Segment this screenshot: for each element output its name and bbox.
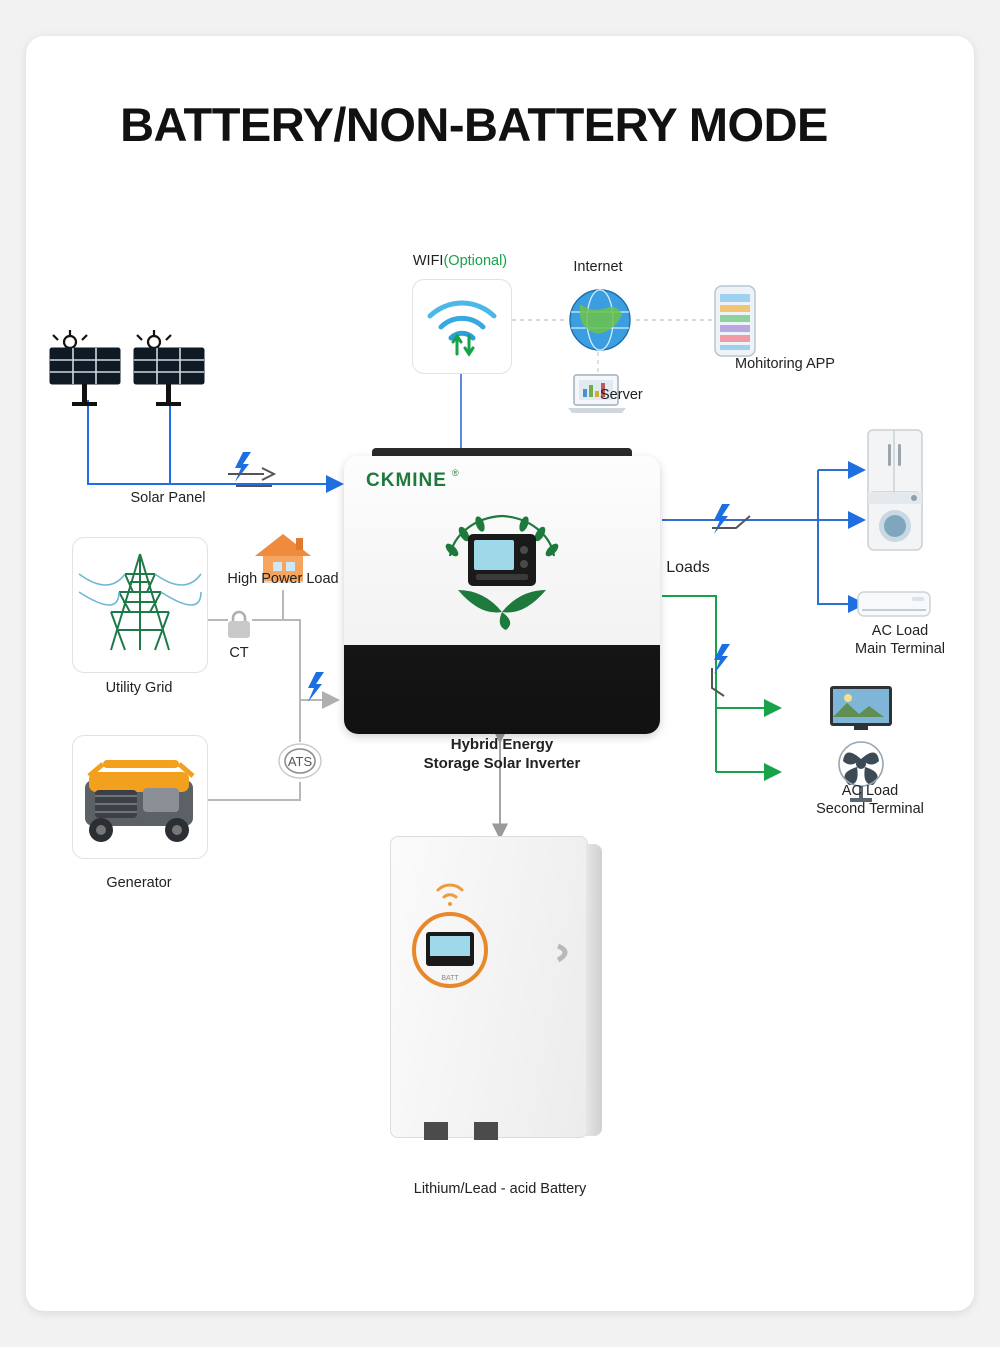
ct-label: CT xyxy=(229,645,249,661)
smartphone-icon xyxy=(712,284,758,360)
generator-icon xyxy=(73,736,207,858)
wifi-icon xyxy=(413,280,511,373)
inverter-label xyxy=(352,736,652,774)
high-power-load-label: High Power Load xyxy=(227,571,339,587)
battery-cabinet xyxy=(390,836,610,1152)
ac-second-label-line1: AC Load xyxy=(841,783,899,799)
solar-panel-label: Solar Panel xyxy=(130,490,206,506)
ats-label: ATS xyxy=(287,754,313,769)
wifi-optional-label: (Optional) xyxy=(443,253,508,269)
inverter-brand-reg: ® xyxy=(452,468,459,478)
battery-label: Lithium/Lead - acid Battery xyxy=(413,1181,587,1197)
page-title: BATTERY/NON-BATTERY MODE xyxy=(120,98,828,151)
inverter-icon xyxy=(412,506,592,636)
bolt-second xyxy=(712,644,730,696)
television-icon xyxy=(828,684,894,732)
svg-text:BATT: BATT xyxy=(441,975,459,982)
ac-main-label-line2: Main Terminal xyxy=(855,641,945,658)
generator-box xyxy=(72,735,208,859)
globe-icon xyxy=(564,286,636,358)
inverter-label-line2: Storage Solar Inverter xyxy=(423,754,581,772)
air-conditioner-icon xyxy=(856,588,932,622)
inverter xyxy=(344,448,660,734)
app-label: Mohitoring APP xyxy=(735,356,835,372)
wifi-box xyxy=(412,279,512,374)
transmission-tower-icon xyxy=(73,538,207,672)
inverter-label-line1: Hybrid Energy xyxy=(450,736,554,753)
solar-panel-icon xyxy=(48,330,238,416)
battery-cabinet-icon xyxy=(390,836,602,1136)
internet-label: Internet xyxy=(573,259,623,275)
ac-second-label xyxy=(760,782,980,818)
wifi-label-wrap xyxy=(380,252,540,270)
bolt-grid xyxy=(308,672,324,702)
wifi-label: WIFI xyxy=(412,253,444,269)
ct-clamp-icon xyxy=(224,608,254,642)
bolt-solar xyxy=(228,452,274,486)
inverter-brand: CKMINE xyxy=(366,470,447,491)
utility-grid-box xyxy=(72,537,208,673)
ac-second-label-line2: Second Terminal xyxy=(816,801,924,818)
ats-icon xyxy=(275,740,325,782)
generator-label: Generator xyxy=(106,875,172,891)
ac-main-label-line1: AC Load xyxy=(871,623,929,639)
washing-machine-icon xyxy=(864,490,926,552)
loads-label: Loads xyxy=(666,559,710,576)
ac-main-label xyxy=(790,622,1000,658)
utility-grid-label: Utility Grid xyxy=(105,680,173,696)
server-label: Server xyxy=(600,387,643,403)
